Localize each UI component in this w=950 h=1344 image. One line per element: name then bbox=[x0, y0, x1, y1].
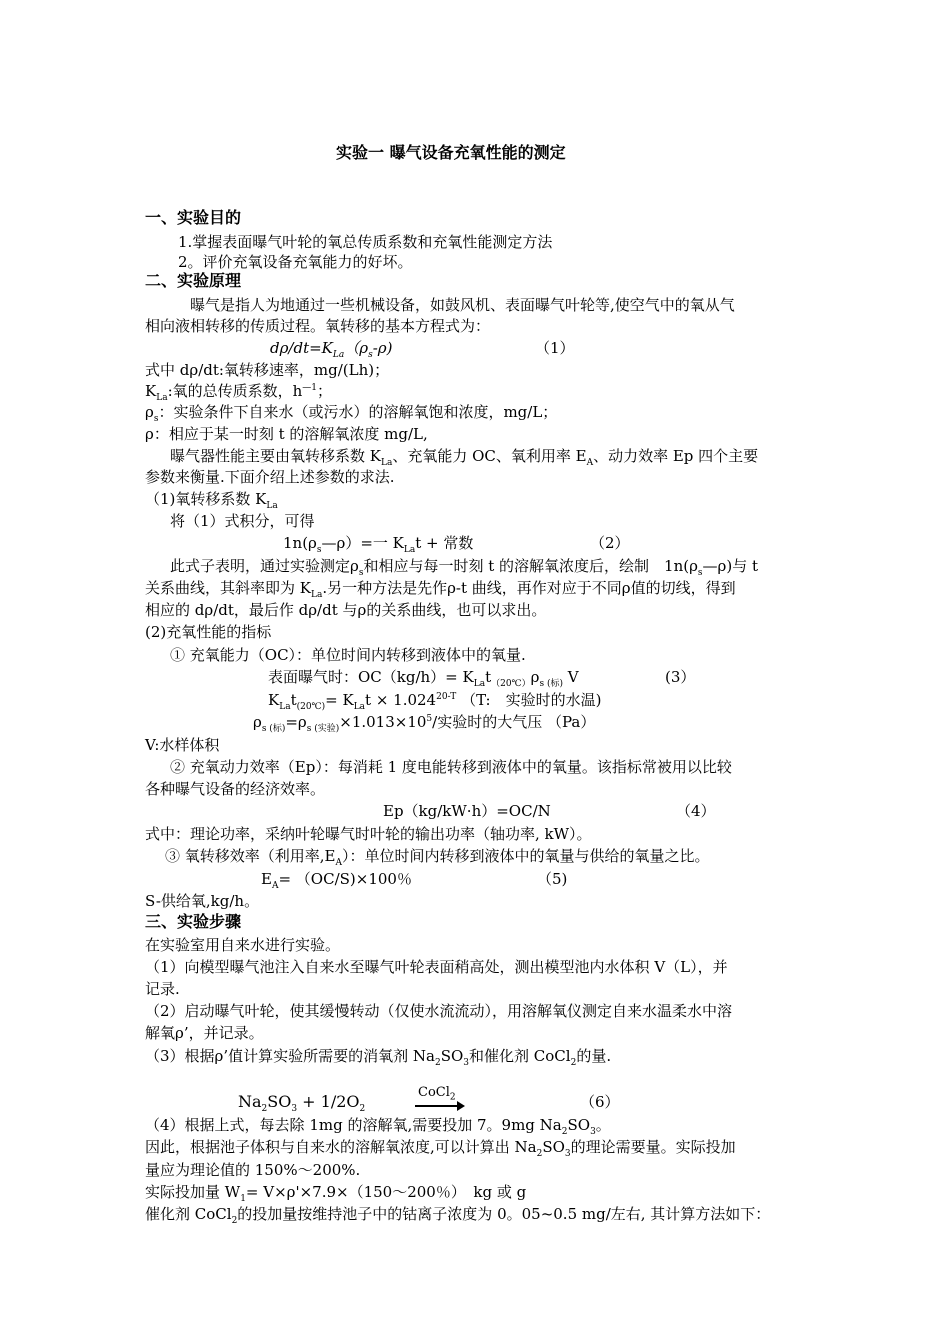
paragraph-line: 在实验室用自来水进行实验。 bbox=[145, 936, 341, 954]
paragraph-line: 各种曝气设备的经济效率。 bbox=[145, 780, 326, 798]
step-3: （3）根据ρ’值计算实验所需要的消氧剂 $Na_2SO_3$和催化剂 CoCl$_2$的量. bbox=[145, 1047, 612, 1068]
reaction-arrow-icon bbox=[415, 1105, 463, 1107]
section-heading-purpose: 一、实验目的 bbox=[145, 208, 242, 227]
section-heading-procedure: 三、实验步骤 bbox=[145, 912, 242, 931]
page-title: 实验一 曝气设备充氧性能的测定 bbox=[336, 143, 566, 162]
catalyst-label: CoCl$_2$ bbox=[418, 1085, 456, 1103]
indicator-ea: ③ 氧转移效率（利用率$,E_A$）：单位时间内转移到液体中的氧量与供给的氧量之比。 bbox=[165, 847, 710, 868]
equation-number: （4） bbox=[676, 802, 716, 820]
equation-1: $d\rho/dt=K_{La}(\rho_s-\rho)$ bbox=[270, 339, 393, 360]
definition-line: $\rho_s$：实验条件下自来水（或污水）的溶解氧饱和浓度，mg/L； bbox=[145, 403, 558, 424]
subsection-heading: （1)氧转移系数 $K_{La}$ bbox=[145, 490, 278, 511]
indicator-oc: ① 充氧能力（OC）：单位时间内转移到液体中的氧量. bbox=[170, 646, 526, 664]
paragraph-line: 相应的 dρ/dt，最后作 dρ/dt 与ρ的关系曲线，也可以求出。 bbox=[145, 601, 547, 619]
purpose-item-1: 1.掌握表面曝气叶轮的氧总传质系数和充氧性能测定方法 bbox=[178, 233, 553, 251]
section-heading-principle: 二、实验原理 bbox=[145, 271, 242, 290]
paragraph-line: 解氧ρ’，并记录。 bbox=[145, 1024, 264, 1042]
equation-4: Ep（kg/kW·h）=OC/N bbox=[383, 802, 551, 820]
paragraph-line: 参数来衡量.下面介绍上述参数的求法. bbox=[145, 468, 395, 486]
equation-5: $E_A= (OC/S)\times 100$％ bbox=[261, 870, 412, 891]
equation-number: （6） bbox=[580, 1093, 620, 1111]
paragraph-line: 此式子表明，通过实验测定$\rho_s$和相应与每一时刻 t 的溶解氧浓度后，绘制 $1n(\rho_s—\rho)$与 t bbox=[170, 557, 758, 578]
equation-3: 表面曝气时：$OC(kg/h)= K_{La}t_{(20℃)}\rho_{s (标)}$ V bbox=[268, 668, 579, 689]
paragraph-line: 关系曲线，其斜率即为 $K_{La}$.另一种方法是先作ρ-t 曲线，再作对应于不同ρ值的切线，得到 bbox=[145, 579, 736, 600]
paragraph-line: 实际投加量 $W_1=$ V×ρ'×7.9×（150～200％） kg 或 g bbox=[145, 1183, 527, 1204]
definition-line: 式中：理论功率，采纳叶轮曝气时叶轮的输出功率（轴功率, kW）。 bbox=[145, 825, 592, 843]
step-1: （1）向模型曝气池注入自来水至曝气叶轮表面稍高处，测出模型池内水体积 V（L），并 bbox=[145, 958, 728, 976]
definition-line: ρ：相应于某一时刻 t 的溶解氧浓度 mg/L, bbox=[145, 425, 428, 443]
definition-line: $K_{La}$:氧的总传质系数，$h^{—1}$； bbox=[145, 382, 333, 403]
equation-2: $1n(\rho_s—\rho)=$一 $K_{La}t$ + 常数 bbox=[283, 534, 474, 555]
step-2: （2）启动曝气叶轮，使其缓慢转动（仅使水流流动），用溶解氧仪测定自来水温柔水中溶 bbox=[145, 1002, 733, 1020]
paragraph-line: 相向液相转移的传质过程。氧转移的基本方程式为： bbox=[145, 317, 491, 335]
indicator-ep: ② 充氧动力效率（Ep）：每消耗 1 度电能转移到液体中的氧量。该指标常被用以比较 bbox=[170, 758, 732, 776]
equation-3c: $\rho_{s (标)}=\rho_{s (实验)}\times 1.013\times 10^5/$实验时的大气压 （Pa） bbox=[253, 713, 596, 734]
paragraph-line: 曝气器性能主要由氧转移系数 $K_{La}$、充氧能力 OC、氧利用率 $E_A$、动力效率 Ep 四个主要 bbox=[170, 447, 759, 468]
equation-number: (3） bbox=[665, 668, 696, 686]
equation-number: （2） bbox=[590, 534, 630, 552]
equation-number: （5) bbox=[537, 870, 568, 888]
paragraph-line: 催化剂 CoCl$_2$的投加量按维持池子中的钴离子浓度为 0。05~0.5 mg/左右, 其计算方法如下： bbox=[145, 1205, 771, 1226]
paragraph-line: 因此，根据池子体积与自来水的溶解氧浓度,可以计算出 $Na_2SO_3$的理论需要量。实际投加 bbox=[145, 1138, 736, 1159]
paragraph-line: 将（1）式积分，可得 bbox=[170, 512, 315, 530]
paragraph-line: 曝气是指人为地通过一些机械设备，如鼓风机、表面曝气叶轮等,使空气中的氧从气 bbox=[190, 296, 735, 314]
equation-number: （1） bbox=[535, 339, 575, 357]
subsection-heading: (2)充氧性能的指标 bbox=[145, 623, 272, 641]
definition-line: S-供给氧,kg/h。 bbox=[145, 892, 260, 910]
equation-3b: $K_{La}t_{(20℃)}= K_{La}t \times 1.024^{20-T}$ （T: 实验时的水温) bbox=[268, 691, 602, 712]
paragraph-line: 量应为理论值的 150%～200%. bbox=[145, 1161, 361, 1179]
step-4: （4）根据上式，每去除 1mg 的溶解氧,需要投加 7。9mg $Na_2SO_3$。 bbox=[145, 1116, 611, 1137]
definition-line: 式中 dρ/dt:氧转移速率，mg/(Lh)； bbox=[145, 361, 390, 379]
equation-6: $Na_2SO_3 + 1/2O_2$ bbox=[238, 1092, 366, 1115]
definition-line: V:水样体积 bbox=[145, 736, 220, 754]
purpose-item-2: 2。评价充氧设备充氧能力的好坏。 bbox=[178, 253, 413, 271]
paragraph-line: 记录. bbox=[145, 980, 180, 998]
